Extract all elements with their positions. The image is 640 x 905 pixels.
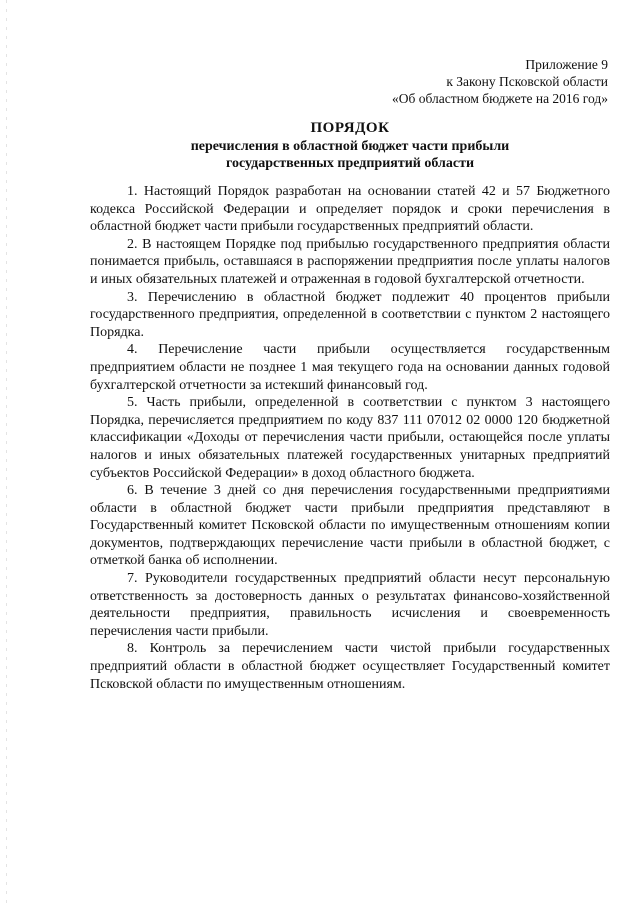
scan-edge <box>6 0 7 905</box>
annex-line-1: Приложение 9 <box>525 57 608 72</box>
paragraph-7: 7. Руководители государственных предприятий области несут персональную ответственность за достоверность данных о результатах финансово-хозяйственной деятельности предприятия, правильность исчисления и своевременность перечисления части прибыли. <box>90 571 610 639</box>
document-subtitle-line-1: перечисления в областной бюджет части прибыли <box>190 139 510 154</box>
paragraph-2: 2. В настоящем Порядке под прибылью государственного предприятия области понимается прибыль, оставшаяся в распоряжении предприятия после уплаты налогов и иных обязательных платежей и отраженная в годовой бухгалтерской отчетности. <box>90 236 610 287</box>
annex-line-2: к Закону Псковской области <box>446 74 608 89</box>
paragraph-4: 4. Перечисление части прибыли осуществляется государственным предприятием области не позднее 1 мая текущего года на основании данных годовой бухгалтерской отчетности за истекший финансовый год. <box>90 342 610 393</box>
document-body <box>90 183 610 693</box>
document-heading <box>90 120 610 172</box>
annex-block <box>288 56 608 107</box>
document-title: ПОРЯДОК <box>310 120 390 136</box>
paragraph-8: 8. Контроль за перечислением части чистой прибыли государственных предприятий области в областной бюджет осуществляет Государственный комитет Псковской области по имущественным отношениям. <box>90 641 610 692</box>
paragraph-6: 6. В течение 3 дней со дня перечисления государственными предприятиями области в областной бюджет части прибыли предприятия представляют в Государственный комитет Псковской области по имущественным отношениям копии документов, подтверждающих перечисление части прибыли в областной бюджет, с отметкой банка об исполнении. <box>90 483 610 569</box>
document-subtitle-line-2: государственных предприятий области <box>225 156 475 171</box>
paragraph-5: 5. Часть прибыли, определенной в соответствии с пунктом 3 настоящего Порядка, перечисляется предприятием по коду 837 111 07012 02 0000 120 бюджетной классификации «Доходы от перечисления части прибыли, остающейся после уплаты налогов и иных обязательных платежей государственных унитарных предприятий субъектов Российской Федерации» в доход областного бюджета. <box>90 395 610 481</box>
paragraph-1: 1. Настоящий Порядок разработан на основании статей 42 и 57 Бюджетного кодекса Российской Федерации и определяет порядок и сроки перечисления в областной бюджет части прибыли государственных предприятий области. <box>90 184 610 235</box>
annex-line-3: «Об областном бюджете на 2016 год» <box>392 91 608 106</box>
paragraph-3: 3. Перечислению в областной бюджет подлежит 40 процентов прибыли государственного предприятия, определенной в соответствии с пунктом 2 настоящего Порядка. <box>90 289 610 340</box>
